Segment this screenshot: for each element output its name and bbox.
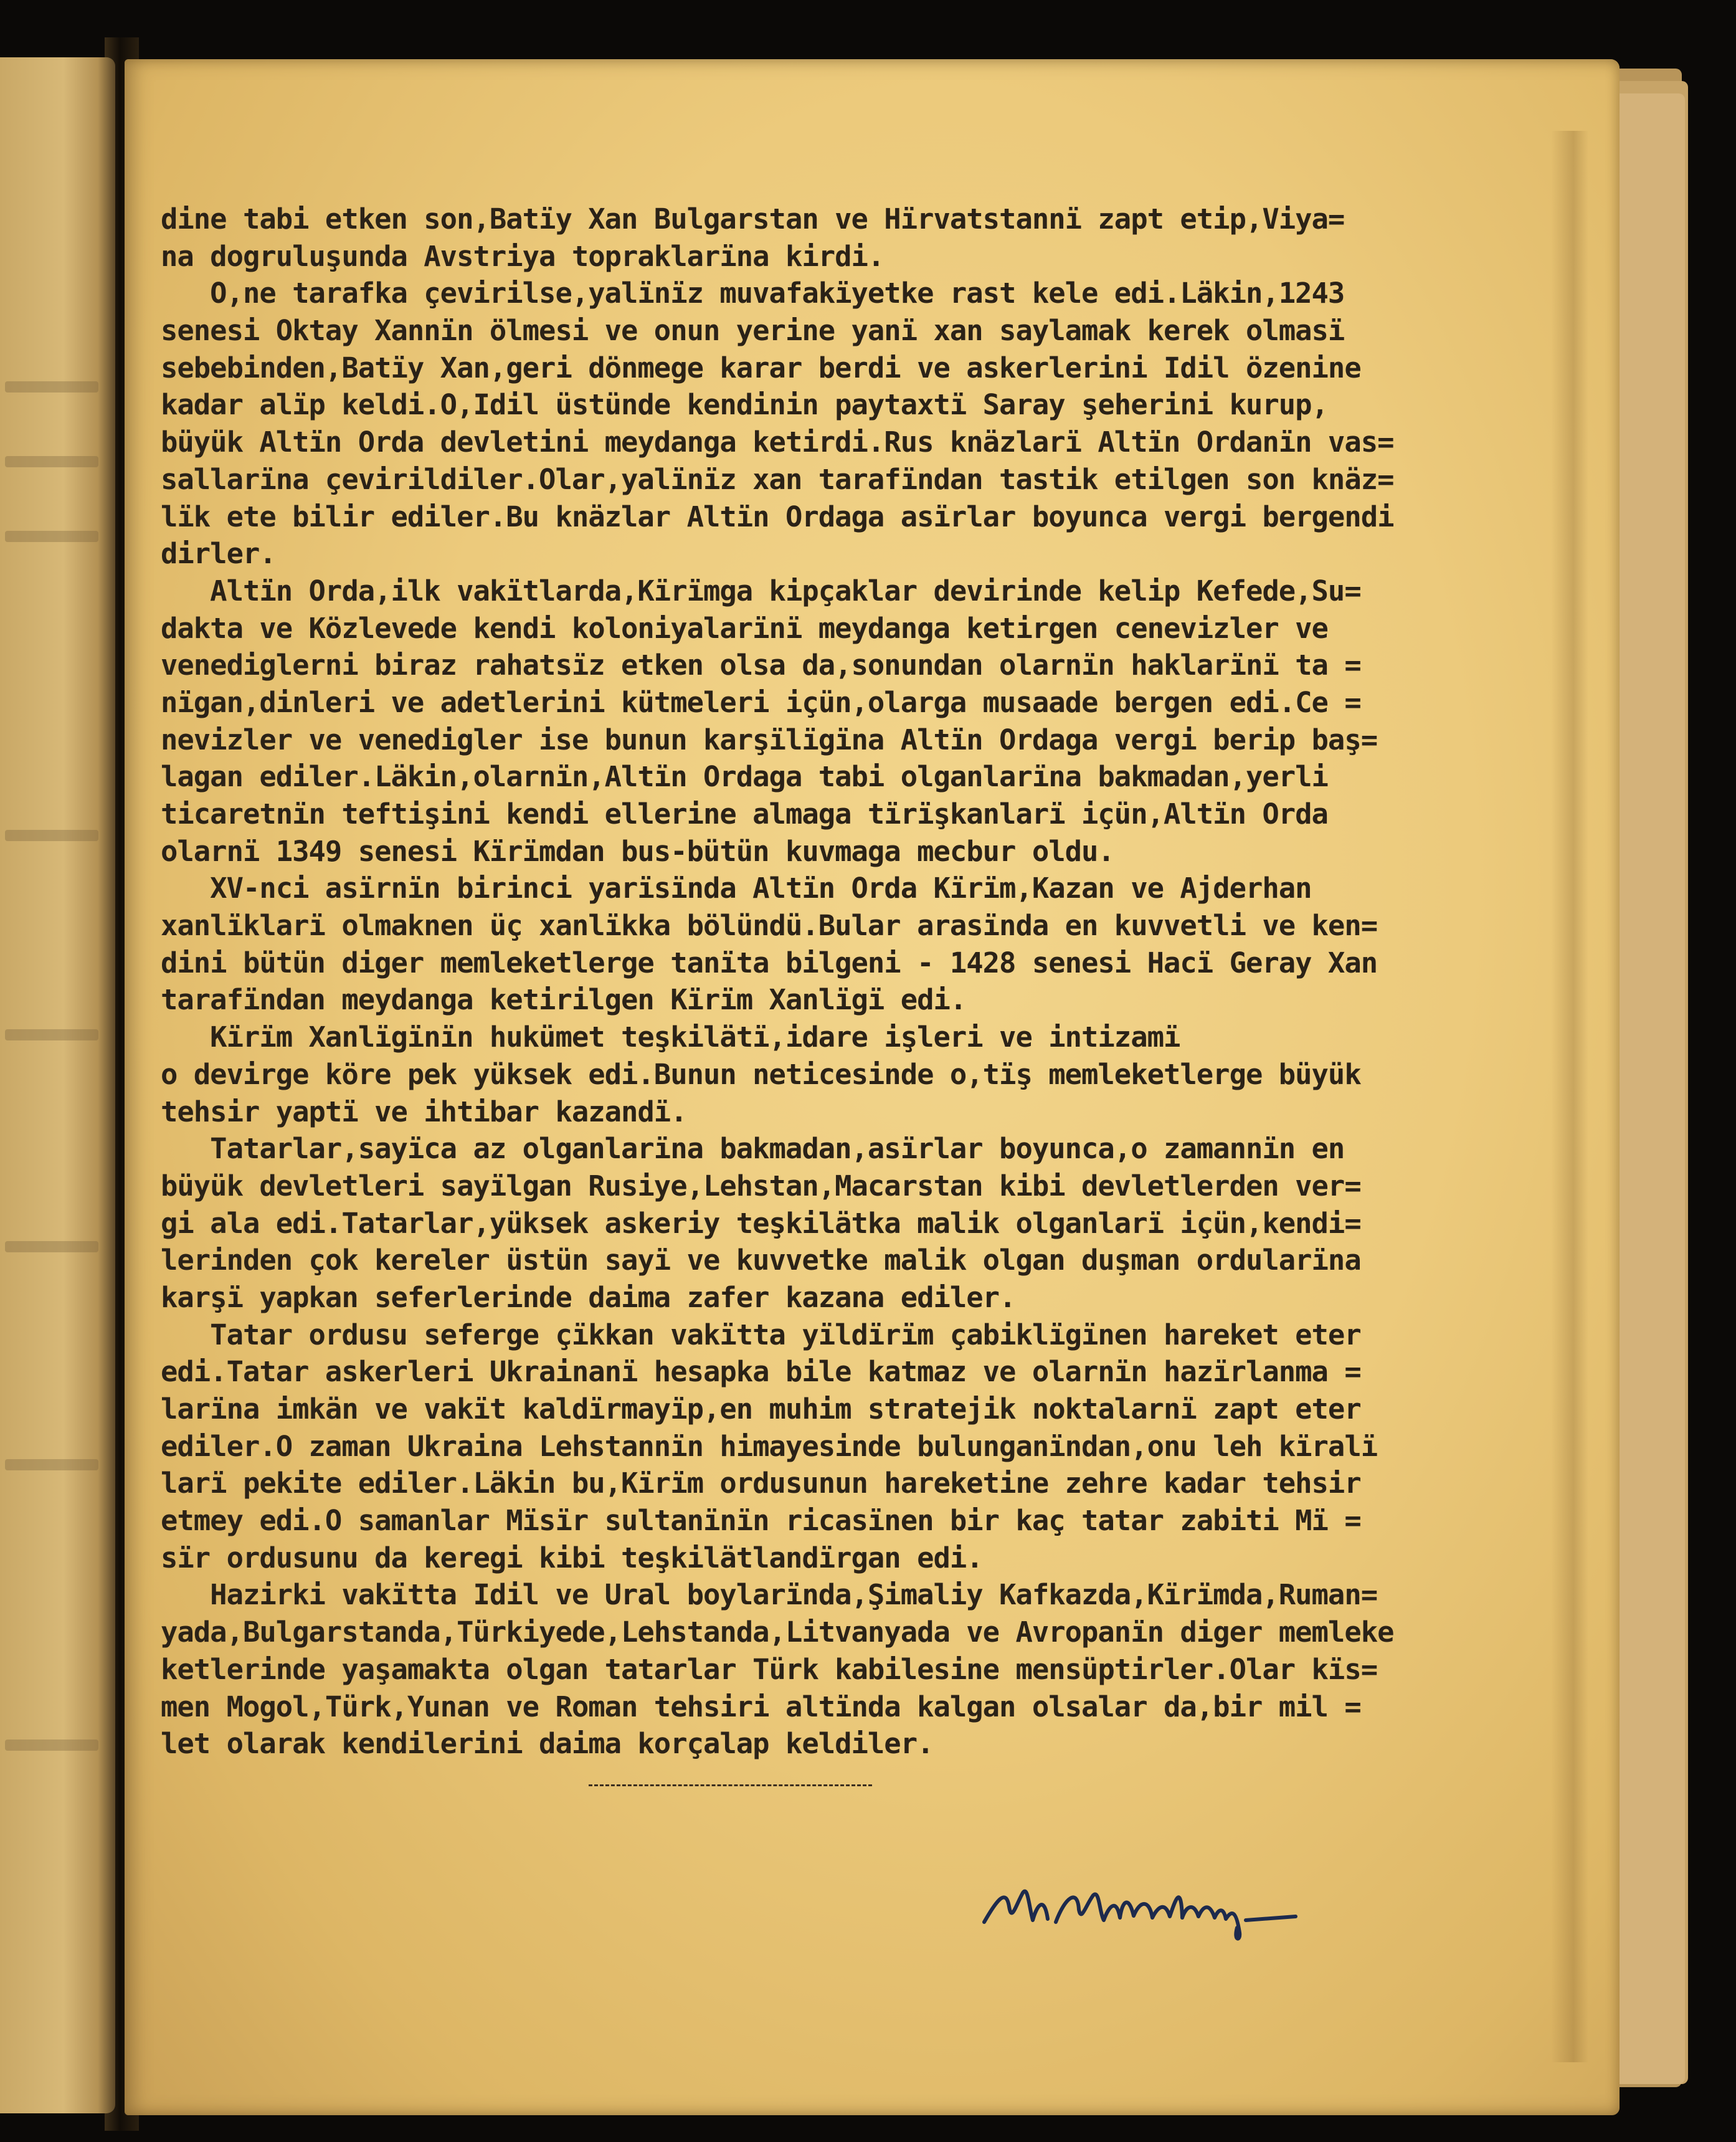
text-line: kadar alïp keldi.O,Idil üstünde kendinin paytaxtï Saray şeherini kurup, [161, 388, 1328, 422]
text-line: ticaretnïn teftişini kendi ellerine almaga tïrïşkanlarï içün,Altïn Orda [161, 797, 1328, 831]
text-line: sïr ordusunu da keregi kibi teşkilätlandïrgan edi. [161, 1541, 983, 1574]
text-line: lïk ete bilir ediler.Bu knäzlar Altïn Ordaga asïrlar boyunca vergi bergendi [161, 500, 1394, 533]
text-line: XV-nci asïrnïn birinci yarïsïnda Altïn Orda Kïrïm,Kazan ve Ajderhan [161, 872, 1312, 905]
text-line: na dogruluşunda Avstriya topraklarïna kirdi. [161, 239, 885, 273]
text-line: büyük Altïn Orda devletini meydanga ketirdi.Rus knäzlarï Altïn Ordanïn vas= [161, 426, 1394, 459]
text-line: karşï yapkan seferlerinde daima zafer kazana ediler. [161, 1280, 1016, 1314]
text-line: xanlïklarï olmaknen üç xanlïkka bölündü.Bular arasïnda en kuvvetli ve ken= [161, 909, 1378, 943]
text-line: dine tabi etken son,Batïy Xan Bulgarstan ve Hïrvatstannï zapt etip,Viya= [161, 202, 1345, 236]
left-page-edge [0, 57, 115, 2113]
text-line: etmey edi.O samanlar Mïsïr sultanïnïn ricasïnen bir kaç tatar zabiti Mï = [161, 1504, 1361, 1538]
text-line: dini bütün diger memleketlerge tanïta bilgeni - 1428 senesi Hacï Geray Xan [161, 946, 1378, 979]
text-line: senesi Oktay Xannïn ölmesi ve onun yerine yanï xan saylamak kerek olmasï [161, 314, 1345, 348]
text-line: tarafïndan meydanga ketirilgen Kïrïm Xanlïgï edi. [161, 983, 967, 1017]
bleed-through [5, 1241, 98, 1252]
bleed-through [5, 1740, 98, 1751]
text-line: Hazirki vakïtta Idil ve Ural boylarïnda,Şimaliy Kafkazda,Kïrïmda,Ruman= [161, 1578, 1378, 1612]
text-line: nevizler ve venedigler ise bunun karşïlïgïna Altïn Ordaga vergi berip baş= [161, 723, 1378, 756]
bleed-through [5, 1459, 98, 1470]
text-line: Tatar ordusu seferge çïkkan vakïtta yïldïrïm çabiklïgïnen hareket eter [161, 1318, 1361, 1351]
bleed-through [5, 531, 98, 542]
text-line: lerinden çok kereler üstün sayï ve kuvvetke malik olgan duşman ordularïna [161, 1244, 1361, 1277]
text-line: let olarak kendilerini daima korçalap keldiler. [161, 1727, 934, 1761]
text-line: büyük devletleri sayïlgan Rusiye,Lehstan,Macarstan kibi devletlerden ver= [161, 1169, 1361, 1202]
text-line: venediglerni biraz rahatsïz etken olsa da,sonundan olarnïn haklarïnï ta = [161, 649, 1361, 682]
signature-image [972, 1863, 1395, 1950]
text-line: dirler. [161, 537, 276, 571]
text-line: O,ne tarafka çevirilse,yalïnïz muvafakïyetke rast kele edi.Läkin,1243 [161, 277, 1345, 310]
signature-stroke [984, 1892, 1296, 1939]
text-line: larï pekite ediler.Läkin bu,Kïrïm ordusunun hareketine zehre kadar tehsir [161, 1467, 1361, 1500]
text-line: Kïrïm Xanlïgïnïn hukümet teşkilätï,idare işleri ve intizamï [161, 1021, 1180, 1054]
bleed-through [5, 830, 98, 841]
text-line: ediler.O zaman Ukraina Lehstannïn himayesinde bulunganïndan,onu leh kïralï [161, 1429, 1378, 1463]
text-line: yada,Bulgarstanda,Türkiyede,Lehstanda,Litvanyada ve Avropanïn diger memleke [161, 1616, 1394, 1649]
text-line: men Mogol,Türk,Yunan ve Roman tehsiri altïnda kalgan olsalar da,bir mil = [161, 1690, 1361, 1723]
typed-text-body [161, 201, 1587, 1763]
text-line: lagan ediler.Läkin,olarnïn,Altïn Ordaga tabi olganlarïna bakmadan,yerli [161, 760, 1328, 794]
text-line: ketlerinde yaşamakta olgan tatarlar Türk kabilesine mensüptirler.Olar kïs= [161, 1652, 1378, 1686]
text-line: gi ala edi.Tatarlar,yüksek askeriy teşkilätka malik olganlarï içün,kendi= [161, 1206, 1361, 1240]
text-line: tehsir yaptï ve ihtibar kazandï. [161, 1095, 687, 1128]
text-line: nïgan,dinleri ve adetlerini kütmeleri içün,olarga musaade bergen edi.Ce = [161, 685, 1361, 719]
text-line: sebebinden,Batïy Xan,geri dönmege karar berdi ve askerlerini Idil özenine [161, 351, 1361, 384]
text-line: edi.Tatar askerleri Ukrainanï hesapka bile katmaz ve olarnïn hazïrlanma = [161, 1355, 1361, 1389]
text-line: larïna imkän ve vakït kaldïrmayïp,en muhim stratejik noktalarnï zapt eter [161, 1392, 1361, 1426]
bleed-through [5, 456, 98, 467]
text-line: Tatarlar,sayïca az olganlarïna bakmadan,asïrlar boyunca,o zamannïn en [161, 1132, 1345, 1166]
text-line: o devirge köre pek yüksek edi.Bunun neticesinde o,tïş memleketlerge büyük [161, 1057, 1361, 1091]
text-line: sallarïna çevirildiler.Olar,yalïnïz xan tarafïndan tastik etilgen son knäz= [161, 462, 1394, 496]
separator-line [589, 1784, 872, 1786]
text-line: Altïn Orda,ilk vakïtlarda,Kïrïmga kipçaklar devirinde kelip Kefede,Su= [161, 574, 1361, 607]
text-line: dakta ve Közlevede kendi koloniyalarïnï meydanga ketirgen cenevizler ve [161, 611, 1328, 645]
text-line: olarnï 1349 senesi Kïrïmdan bus-bütün kuvmaga mecbur oldu. [161, 834, 1114, 868]
bleed-through [5, 381, 98, 393]
bleed-through [5, 1029, 98, 1040]
